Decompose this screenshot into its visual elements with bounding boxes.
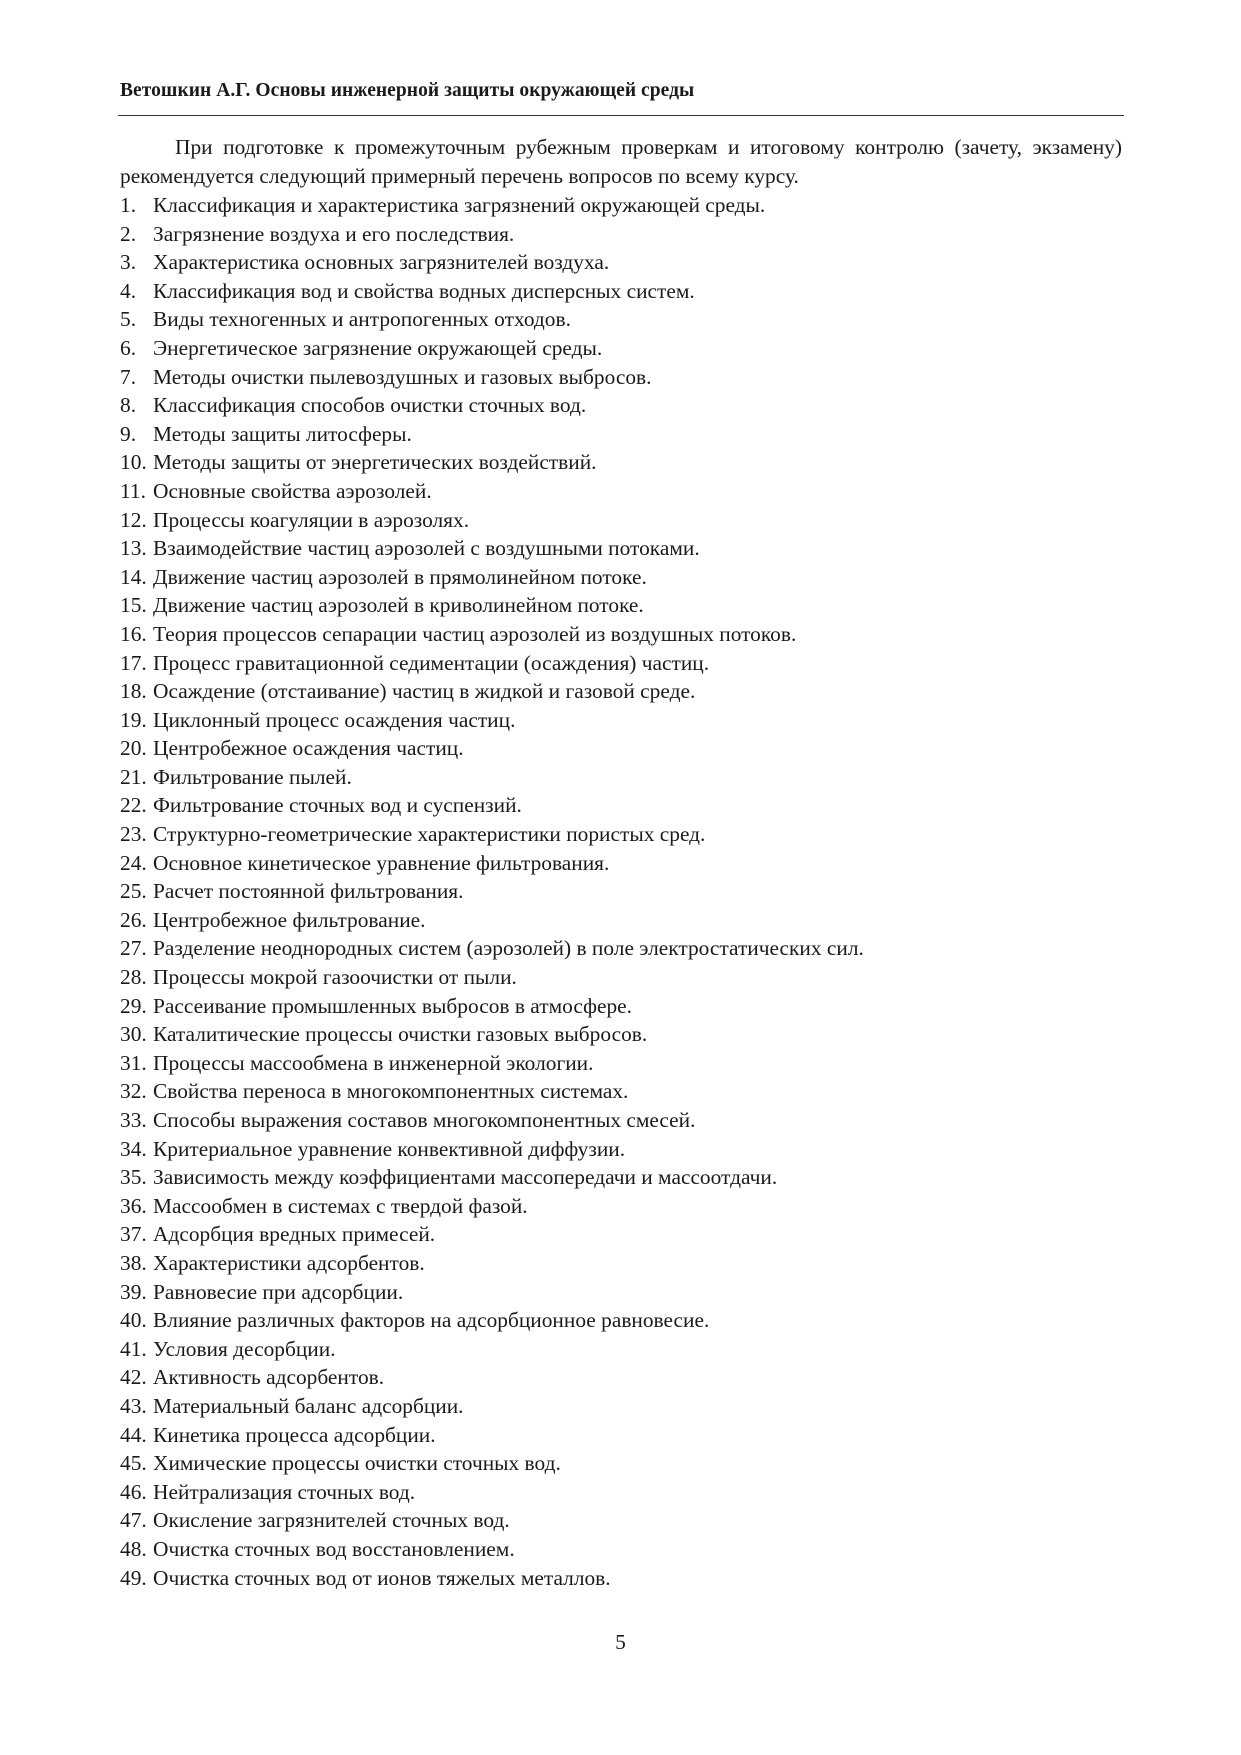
question-number: 19. [120, 707, 147, 732]
question-text: Массообмен в системах с твердой фазой. [153, 1193, 528, 1218]
question-number: 1. [120, 193, 137, 217]
question-number: 25. [120, 879, 147, 904]
question-text: Циклонный процесс осаждения частиц. [153, 707, 516, 732]
question-number: 30. [120, 1022, 147, 1047]
question-number: 4. [120, 278, 137, 303]
question-item [120, 1335, 1122, 1364]
question-text: Осаждение (отстаивание) частиц в жидкой и газовой среде. [153, 679, 696, 704]
question-number: 26. [120, 907, 147, 932]
question-number: 11. [120, 478, 146, 503]
question-item [120, 391, 1122, 420]
question-text: Загрязнение воздуха и его последствия. [153, 221, 515, 246]
question-text: Зависимость между коэффициентами массопередачи и массоотдачи. [153, 1165, 778, 1190]
question-item [120, 791, 1122, 820]
question-item [120, 1278, 1122, 1307]
question-number: 29. [120, 993, 147, 1018]
question-text: Методы очистки пылевоздушных и газовых выбросов. [153, 364, 652, 389]
question-number: 21. [120, 764, 147, 789]
header-divider [118, 115, 1124, 116]
question-text: Теория процессов сепарации частиц аэрозолей из воздушных потоков. [153, 621, 797, 646]
question-item [120, 906, 1122, 935]
question-text: Методы защиты литосферы. [153, 421, 412, 446]
question-item [120, 1535, 1122, 1564]
question-number: 37. [120, 1222, 147, 1247]
question-text: Основные свойства аэрозолей. [153, 478, 432, 503]
question-item [120, 1220, 1122, 1249]
question-item [120, 649, 1122, 678]
question-item [120, 1077, 1122, 1106]
question-number: 35. [120, 1165, 147, 1190]
question-number: 5. [120, 307, 137, 332]
question-number: 28. [120, 965, 147, 990]
question-item [120, 820, 1122, 849]
question-text: Свойства переноса в многокомпонентных системах. [153, 1079, 629, 1104]
question-item [120, 963, 1122, 992]
question-item [120, 1478, 1122, 1507]
question-number: 38. [120, 1250, 147, 1275]
question-text: Основное кинетическое уравнение фильтрования. [153, 850, 610, 875]
question-text: Процесс гравитационной седиментации (осаждения) частиц. [153, 650, 710, 675]
question-item [120, 992, 1122, 1021]
question-number: 49. [120, 1565, 147, 1590]
question-text: Химические процессы очистки сточных вод. [153, 1451, 561, 1476]
question-item [120, 191, 1122, 220]
question-text: Виды техногенных и антропогенных отходов. [153, 307, 571, 332]
question-item [120, 1249, 1122, 1278]
question-item [120, 620, 1122, 649]
question-number: 15. [120, 593, 147, 618]
question-text: Процессы коагуляции в аэрозолях. [153, 507, 470, 532]
question-text: Разделение неоднородных систем (аэрозолей) в поле электростатических сил. [153, 936, 864, 961]
question-number: 12. [120, 507, 147, 532]
question-text: Равновесие при адсорбции. [153, 1279, 404, 1304]
question-list [120, 191, 1122, 1592]
question-item [120, 363, 1122, 392]
question-text: Движение частиц аэрозолей в криволинейном потоке. [153, 593, 644, 618]
question-number: 3. [120, 250, 137, 275]
question-item [120, 734, 1122, 763]
question-text: Критериальное уравнение конвективной диффузии. [153, 1136, 626, 1161]
question-text: Фильтрование пылей. [153, 764, 352, 789]
question-item [120, 1506, 1122, 1535]
question-text: Адсорбция вредных примесей. [153, 1222, 436, 1247]
question-item [120, 477, 1122, 506]
question-item [120, 1306, 1122, 1335]
question-number: 36. [120, 1193, 147, 1218]
question-text: Условия десорбции. [153, 1336, 336, 1361]
question-number: 22. [120, 793, 147, 818]
question-number: 6. [120, 335, 137, 360]
question-text: Классификация вод и свойства водных дисперсных систем. [153, 278, 695, 303]
question-item [120, 677, 1122, 706]
question-text: Структурно-геометрические характеристики пористых сред. [153, 822, 706, 847]
question-number: 17. [120, 650, 147, 675]
question-item [120, 1363, 1122, 1392]
question-number: 43. [120, 1393, 147, 1418]
question-item [120, 1421, 1122, 1450]
question-text: Нейтрализация сточных вод. [153, 1479, 416, 1504]
question-text: Рассеивание промышленных выбросов в атмосфере. [153, 993, 632, 1018]
question-item [120, 1449, 1122, 1478]
question-number: 27. [120, 936, 147, 961]
page-content [120, 133, 1122, 1592]
question-number: 31. [120, 1050, 147, 1075]
question-number: 40. [120, 1308, 147, 1333]
question-item [120, 563, 1122, 592]
question-item [120, 1192, 1122, 1221]
question-number: 7. [120, 364, 137, 389]
question-number: 39. [120, 1279, 147, 1304]
question-text: Методы защиты от энергетических воздействий. [153, 450, 597, 475]
question-text: Характеристика основных загрязнителей воздуха. [153, 250, 610, 275]
question-text: Влияние различных факторов на адсорбционное равновесие. [153, 1308, 710, 1333]
intro-paragraph: При подготовке к промежуточным рубежным проверкам и итоговому контролю (зачету, экзамену) рекомендуется следующий примерный перечень вопросов по всему курсу. [120, 135, 1122, 188]
question-number: 9. [120, 421, 137, 446]
question-number: 2. [120, 221, 137, 246]
question-item [120, 305, 1122, 334]
question-number: 41. [120, 1336, 147, 1361]
question-text: Центробежное фильтрование. [153, 907, 426, 932]
question-item [120, 277, 1122, 306]
question-number: 48. [120, 1536, 147, 1561]
question-number: 33. [120, 1108, 147, 1132]
question-text: Классификация способов очистки сточных вод. [153, 393, 587, 418]
question-text: Движение частиц аэрозолей в прямолинейном потоке. [153, 564, 647, 589]
question-text: Очистка сточных вод от ионов тяжелых металлов. [153, 1565, 611, 1590]
question-item [120, 1049, 1122, 1078]
question-item [120, 248, 1122, 277]
question-text: Центробежное осаждения частиц. [153, 736, 464, 761]
running-header: Ветошкин А.Г. Основы инженерной защиты окружающей среды [120, 80, 695, 101]
question-number: 14. [120, 564, 147, 589]
question-item [120, 420, 1122, 449]
question-text: Окисление загрязнителей сточных вод. [153, 1508, 510, 1533]
page-number: 5 [615, 1630, 626, 1654]
question-item [120, 506, 1122, 535]
question-text: Взаимодействие частиц аэрозолей с воздушными потоками. [153, 536, 700, 561]
question-number: 34. [120, 1136, 147, 1161]
question-number: 47. [120, 1508, 147, 1533]
question-number: 20. [120, 736, 147, 761]
question-number: 44. [120, 1422, 147, 1447]
question-number: 13. [120, 536, 147, 561]
question-item [120, 1106, 1122, 1135]
question-item [120, 448, 1122, 477]
question-item [120, 706, 1122, 735]
question-number: 23. [120, 822, 147, 847]
question-text: Характеристики адсорбентов. [153, 1250, 425, 1275]
question-item [120, 934, 1122, 963]
question-number: 45. [120, 1451, 147, 1476]
question-text: Кинетика процесса адсорбции. [153, 1422, 436, 1447]
question-item [120, 1020, 1122, 1049]
question-text: Классификация и характеристика загрязнений окружающей среды. [153, 193, 766, 217]
question-item [120, 849, 1122, 878]
question-item [120, 220, 1122, 249]
question-number: 10. [120, 450, 147, 475]
question-number: 16. [120, 621, 147, 646]
question-item [120, 1564, 1122, 1593]
question-text: Очистка сточных вод восстановлением. [153, 1536, 515, 1561]
question-item [120, 763, 1122, 792]
question-text: Материальный баланс адсорбции. [153, 1393, 464, 1418]
question-item [120, 1163, 1122, 1192]
question-text: Способы выражения составов многокомпонентных смесей. [153, 1108, 696, 1132]
question-item [120, 877, 1122, 906]
question-item [120, 1392, 1122, 1421]
question-number: 18. [120, 679, 147, 704]
question-number: 8. [120, 393, 137, 418]
question-item [120, 334, 1122, 363]
question-text: Процессы массообмена в инженерной экологии. [153, 1050, 594, 1075]
question-item [120, 591, 1122, 620]
question-number: 32. [120, 1079, 147, 1104]
question-text: Энергетическое загрязнение окружающей среды. [153, 335, 603, 360]
question-text: Фильтрование сточных вод и суспензий. [153, 793, 522, 818]
question-text: Процессы мокрой газоочистки от пыли. [153, 965, 517, 990]
question-text: Активность адсорбентов. [153, 1365, 385, 1390]
question-text: Каталитические процессы очистки газовых выбросов. [153, 1022, 648, 1047]
question-item [120, 1135, 1122, 1164]
question-text: Расчет постоянной фильтрования. [153, 879, 464, 904]
question-number: 42. [120, 1365, 147, 1390]
question-number: 24. [120, 850, 147, 875]
question-number: 46. [120, 1479, 147, 1504]
question-item [120, 534, 1122, 563]
